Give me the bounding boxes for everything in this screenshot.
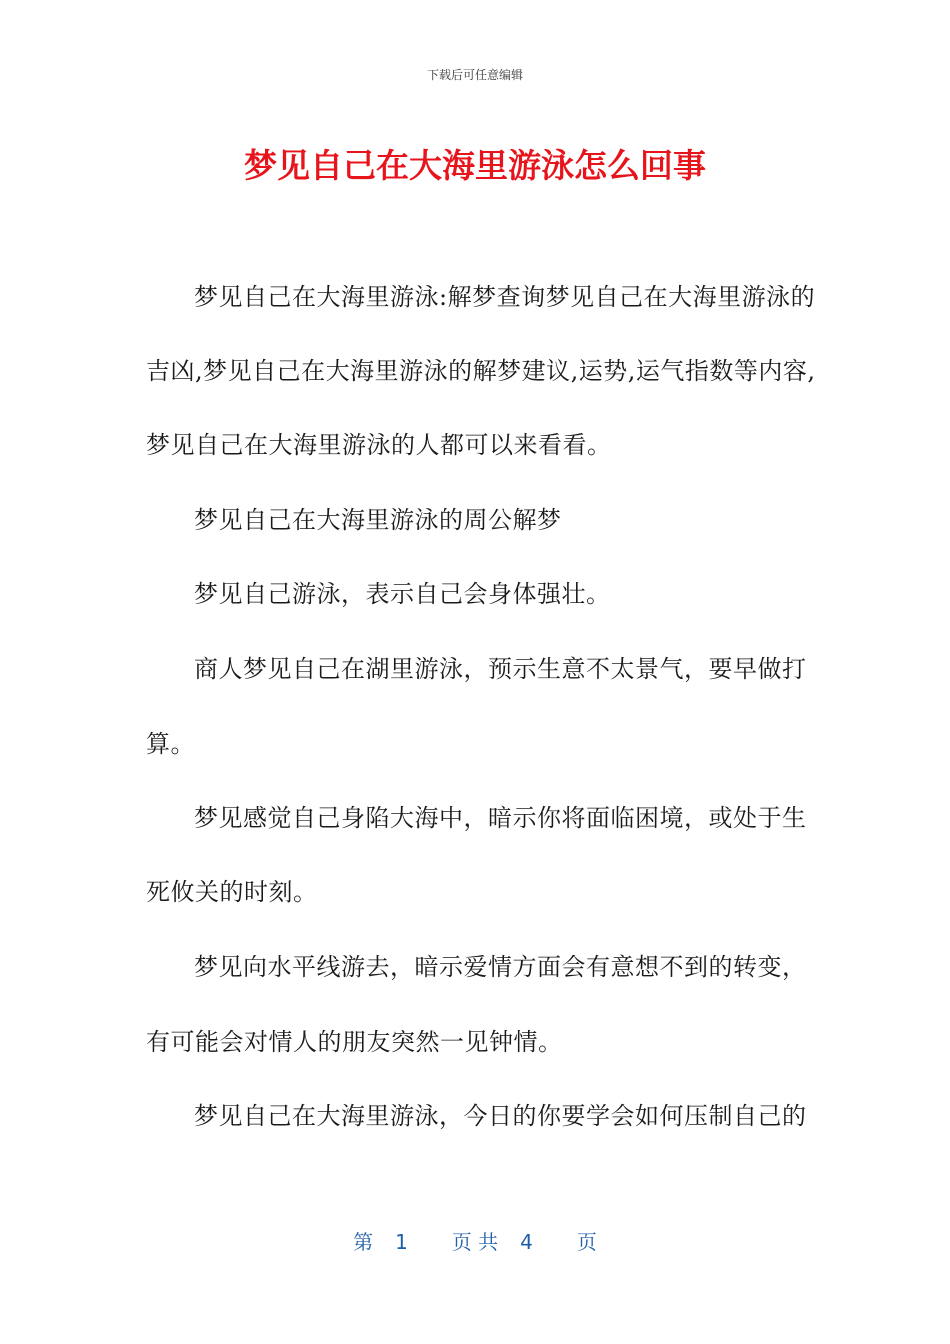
paragraph-line: 商人梦见自己在湖里游泳，预示生意不太景气，要早做打 [194, 655, 807, 683]
paragraph-line: 梦见向水平线游去，暗示爱情方面会有意想不到的转变， [194, 953, 807, 981]
paragraph-line: 死攸关的时刻。 [146, 878, 318, 906]
paragraph-line: 梦见自己在大海里游泳的人都可以来看看。 [146, 431, 612, 459]
document-title: 梦见自己在大海里游泳怎么回事 [244, 146, 706, 185]
paragraph-line: 吉凶,梦见自己在大海里游泳的解梦建议,运势,运气指数等内容, [146, 357, 816, 385]
paragraph-line: 算。 [146, 730, 195, 758]
paragraph-line: 梦见自己在大海里游泳:解梦查询梦见自己在大海里游泳的 [194, 283, 816, 311]
paragraph-line: 有可能会对情人的朋友突然一见钟情。 [146, 1028, 563, 1056]
paragraph-line: 梦见自己在大海里游泳的周公解梦 [194, 506, 562, 534]
page-footer [0, 1226, 950, 1255]
header-note: 下载后可任意编辑 [426, 68, 523, 82]
paragraph-line: 梦见自己游泳，表示自己会身体强壮。 [194, 580, 611, 608]
footer-middle: 页 共 [451, 1230, 499, 1254]
footer-suffix: 页 [576, 1230, 597, 1254]
footer-current-page: 1 [395, 1230, 408, 1254]
paragraph-line: 梦见感觉自己身陷大海中，暗示你将面临困境，或处于生 [194, 804, 807, 832]
footer-prefix: 第 [353, 1230, 374, 1254]
paragraph-line: 梦见自己在大海里游泳，今日的你要学会如何压制自己的 [194, 1102, 807, 1130]
footer-total-pages: 4 [520, 1230, 533, 1254]
